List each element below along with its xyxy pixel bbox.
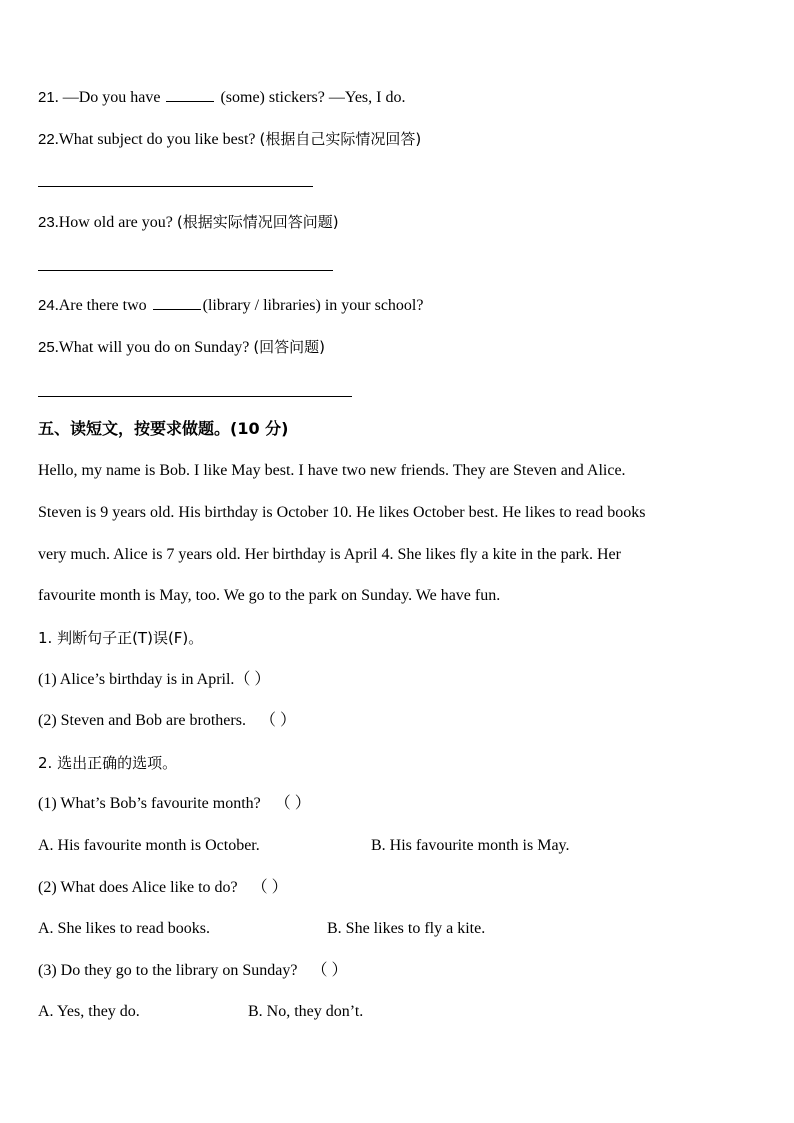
option-b[interactable]: B. She likes to fly a kite. <box>327 920 486 937</box>
question-number: 25 <box>38 339 55 356</box>
part-2-title: 2. 选出正确的选项。 <box>38 754 178 772</box>
option-b[interactable]: B. No, they don’t. <box>248 1003 364 1020</box>
question-text-post: (some) stickers? —Yes, I do. <box>216 89 406 106</box>
answer-line[interactable] <box>38 270 333 271</box>
answer-line[interactable] <box>38 396 352 397</box>
question-hint: (根据自己实际情况回答) <box>259 130 422 148</box>
question-text: .What will you do on Sunday? <box>54 339 254 356</box>
part-1-title: 1. 判断句子正(T)误(F)。 <box>38 629 204 647</box>
option-a[interactable]: A. She likes to read books. <box>38 920 210 937</box>
item-text: (2) Steven and Bob are brothers. <box>38 712 246 729</box>
question-text-post: (library / libraries) in your school? <box>202 297 424 314</box>
answer-bracket[interactable]: （ ） <box>251 879 288 896</box>
answer-bracket[interactable]: （ ） <box>311 962 348 979</box>
passage-line: Hello, my name is Bob. I like May best. I have two new friends. They are Steven and Alice. <box>38 462 626 479</box>
question-24 <box>38 295 423 316</box>
passage-line: very much. Alice is 7 years old. Her birthday is April 4. She likes fly a kite in the park. Her <box>38 546 621 563</box>
question-text: (2) What does Alice like to do? <box>38 879 238 896</box>
answer-line[interactable] <box>38 186 313 187</box>
question-number: 23 <box>38 214 55 231</box>
choice-question <box>38 961 348 981</box>
true-false-item <box>38 670 270 690</box>
question-number: 24 <box>38 297 55 314</box>
question-text-pre: .Are there two <box>54 297 151 314</box>
question-hint: (根据实际情况回答问题) <box>176 213 339 231</box>
question-25 <box>38 337 325 358</box>
passage-line: favourite month is May, too. We go to the park on Sunday. We have fun. <box>38 587 501 604</box>
fill-blank[interactable] <box>166 87 214 102</box>
answer-bracket[interactable]: （ ） <box>274 795 311 812</box>
question-number: 22 <box>38 131 55 148</box>
question-text: .What subject do you like best? <box>54 131 260 148</box>
option-a[interactable]: A. Yes, they do. <box>38 1003 140 1020</box>
option-b[interactable]: B. His favourite month is May. <box>371 837 570 854</box>
answer-bracket[interactable]: （ ） <box>234 671 271 688</box>
question-21 <box>38 87 405 108</box>
choice-question <box>38 878 288 898</box>
option-a[interactable]: A. His favourite month is October. <box>38 837 260 854</box>
question-23 <box>38 212 339 233</box>
question-text-pre: . —Do you have <box>54 89 165 106</box>
answer-bracket[interactable]: （ ） <box>259 712 296 729</box>
choice-question <box>38 794 311 814</box>
fill-blank[interactable] <box>153 295 201 310</box>
question-number: 21 <box>38 89 55 106</box>
question-text: .How old are you? <box>54 214 177 231</box>
passage-line: Steven is 9 years old. His birthday is October 10. He likes October best. He likes to read books <box>38 504 646 521</box>
item-text: (1) Alice’s birthday is in April. <box>38 671 235 688</box>
true-false-item <box>38 711 296 731</box>
question-hint: (回答问题) <box>253 338 326 356</box>
question-text: (1) What’s Bob’s favourite month? <box>38 795 261 812</box>
question-22 <box>38 129 421 150</box>
section-heading: 五、读短文，按要求做题。(10 分) <box>38 419 289 438</box>
question-text: (3) Do they go to the library on Sunday? <box>38 962 298 979</box>
